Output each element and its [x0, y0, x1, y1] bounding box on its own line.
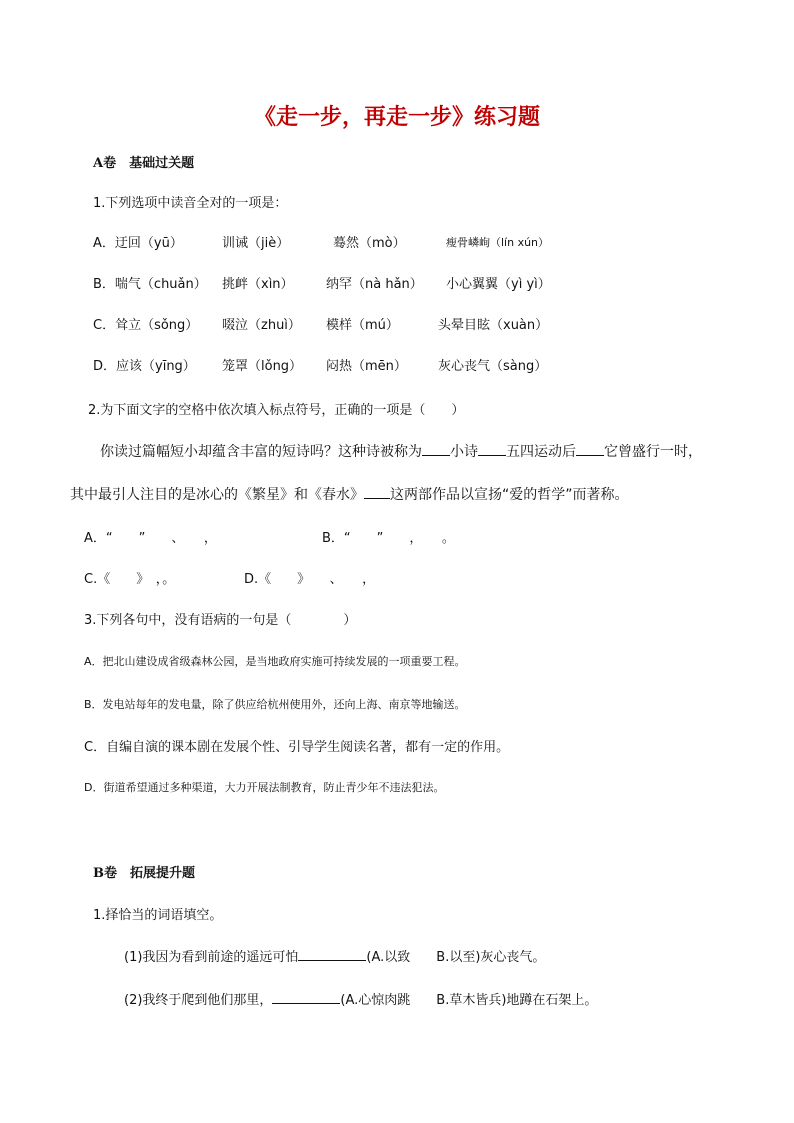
q3-option-c: C．自编自演的课本剧在发展个性、引导学生阅读名著，都有一定的作用。	[84, 740, 510, 755]
b-q1-item-2-text: (2)我终于爬到他们那里，	[124, 993, 273, 1008]
q2-option-b: B．“ ” ， 。	[322, 531, 455, 546]
q2-blank-1[interactable]	[422, 443, 450, 456]
b-q1-item-1	[124, 946, 545, 965]
q2-option-c: C.《 》 ，。	[84, 572, 176, 587]
q2-option-d: D.《 》 、 ，	[244, 572, 376, 587]
q1-option-b-4: 小心翼翼（yì yì）	[446, 277, 551, 292]
q1-option-a-1: A．迂回（yū）	[93, 236, 183, 251]
q2-passage-text-5: 其中最引人注目的是冰心的《繁星》和《春水》	[70, 487, 364, 503]
q1-option-b-1: B．喘气（chuǎn）	[93, 277, 207, 292]
q3-option-a: A．把北山建设成省级森林公园，是当地政府实施可持续发展的一项重要工程。	[84, 655, 466, 668]
q1-option-b-3: 纳罕（nà hǎn）	[326, 277, 423, 292]
b-q1-stem: 1.择恰当的词语填空。	[93, 908, 223, 923]
q1-option-d-1: D．应该（yīng）	[93, 359, 196, 374]
b-q1-blank-2[interactable]	[272, 991, 340, 1004]
q2-blank-4[interactable]	[364, 486, 390, 499]
q2-blank-3[interactable]	[576, 443, 604, 456]
q2-passage-text-2: 小诗	[450, 444, 478, 460]
b-q1-item-1-text: (1)我因为看到前途的遥远可怕	[124, 950, 299, 965]
b-q1-blank-1[interactable]	[298, 948, 366, 961]
q1-option-a-2: 训诫（jiè）	[222, 236, 290, 251]
q2-passage-text-6: 这两部作品以宣扬“爱的哲学”而著称。	[390, 487, 629, 503]
q1-option-c-4: 头晕目眩（xuàn）	[438, 318, 549, 333]
section-b-heading: B卷 拓展提升题	[93, 866, 195, 881]
q2-passage-text-3: 五四运动后	[506, 444, 576, 460]
q2-passage-text-1: 你读过篇幅短小却蕴含丰富的短诗吗？这种诗被称为	[100, 444, 422, 460]
q1-option-c-1: C．耸立（sǒng）	[93, 318, 199, 333]
q3-option-d: D．街道希望通过多种渠道，大力开展法制教育，防止青少年不违法犯法。	[84, 781, 445, 794]
q1-option-a-4: 瘦骨嶙峋（lín xún）	[446, 236, 550, 249]
q2-stem: 2.为下面文字的空格中依次填入标点符号，正确的一项是（ ）	[88, 403, 465, 418]
q2-passage-line-2	[70, 484, 629, 504]
q1-option-c-3: 模样（mú）	[326, 318, 399, 333]
b-q1-item-2	[124, 989, 597, 1008]
page-title: 《走一步，再走一步》练习题	[253, 104, 540, 130]
q1-option-d-2: 笼罩（lǒng）	[222, 359, 303, 374]
q1-option-d-4: 灰心丧气（sàng）	[438, 359, 548, 374]
b-q1-item-1-choices: (A.以致 B.以至)灰心丧气。	[366, 950, 546, 965]
section-a-heading: A卷 基础过关题	[93, 156, 195, 171]
q1-option-b-2: 挑衅（xìn）	[222, 277, 294, 292]
q1-stem: 1.下列选项中读音全对的一项是：	[93, 196, 288, 211]
q1-option-a-3: 蓦然（mò）	[333, 236, 406, 251]
q2-blank-2[interactable]	[478, 443, 506, 456]
q3-stem: 3.下列各句中，没有语病的一句是（ ）	[84, 613, 357, 628]
q2-passage-text-4: 它曾盛行一时，	[604, 444, 702, 460]
q1-option-c-2: 啜泣（zhuì）	[222, 318, 301, 333]
q2-option-a: A．“ ” 、 ，	[84, 531, 217, 546]
q1-option-d-3: 闷热（mēn）	[326, 359, 407, 374]
q3-option-b: B．发电站每年的发电量，除了供应给杭州使用外，还向上海、南京等地输送。	[84, 698, 466, 711]
b-q1-item-2-choices: (A.心惊肉跳 B.草木皆兵)地蹲在石架上。	[340, 993, 598, 1008]
q2-passage-line-1	[100, 441, 702, 461]
